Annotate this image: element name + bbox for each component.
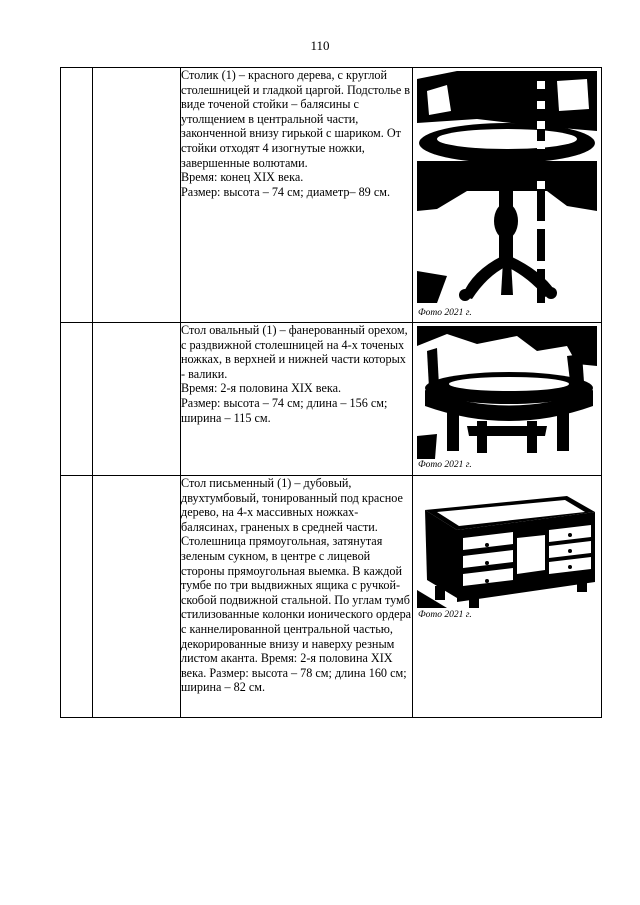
photo-caption: Фото 2021 г. <box>418 610 472 620</box>
table-row <box>61 476 602 718</box>
photo-caption: Фото 2021 г. <box>418 308 472 318</box>
item-size: Размер: высота – 74 см; длина – 156 см; ширина – 115 см. <box>181 395 388 425</box>
number-cell <box>61 68 93 323</box>
museum-items-table <box>60 67 602 718</box>
number-cell <box>61 476 93 718</box>
description-cell <box>181 323 413 476</box>
item-description: Стол письменный (1) – дубовый, двухтумбовый, тонированный под красное дерево, на 4-х массивных ножках-балясинах, граненых в средней части. Столешница прямоугольная, затянутая зеленым сукном, в центре с лицевой стороны прямоугольная выемка. В каждой тумбе по три выдвижных ящика с ручкой-скобой подвижной стальной. По углам тумб стилизованные колонки ионического ордера с каннелированной центральной частью, декорированные внизу и наверху резным листом аканта. Время: 2-я половина XIX века. Размер: высота – 78 см; длина 160 см; ширина – 82 см. <box>181 476 412 695</box>
inventory-cell <box>93 323 181 476</box>
item-description: Столик (1) – красного дерева, с круглой столешницей и гладкой царгой. Подстолье в виде точеной стойки – балясины с утолщением в центральной части, законченной внизу гирькой с шариком. От стойки отходят 4 изогнутые ножки, завершенные волютами. <box>181 68 411 170</box>
item-date: Время: 2-я половина XIX века. <box>181 381 342 396</box>
inventory-cell <box>93 68 181 323</box>
photo-caption: Фото 2021 г. <box>418 460 472 470</box>
photo-cell <box>413 323 602 476</box>
inventory-cell <box>93 476 181 718</box>
photo-cell <box>413 476 602 718</box>
writing-desk-photo <box>417 490 597 608</box>
item-description: Стол овальный (1) – фанерованный орехом, с раздвижной столешницей на 4-х точеных ножках, в верхней и нижней части которых - валики. <box>181 323 408 381</box>
oval-table-photo <box>417 326 597 459</box>
item-date: Время: конец XIX века. <box>181 170 304 185</box>
table-row <box>61 68 602 323</box>
number-cell <box>61 323 93 476</box>
photo-cell <box>413 68 602 323</box>
round-table-photo <box>417 71 597 303</box>
item-size: Размер: высота – 74 см; диаметр– 89 см. <box>181 184 390 199</box>
description-cell <box>181 68 413 323</box>
page-number: 110 <box>310 38 330 53</box>
description-cell <box>181 476 413 718</box>
table-row <box>61 323 602 476</box>
